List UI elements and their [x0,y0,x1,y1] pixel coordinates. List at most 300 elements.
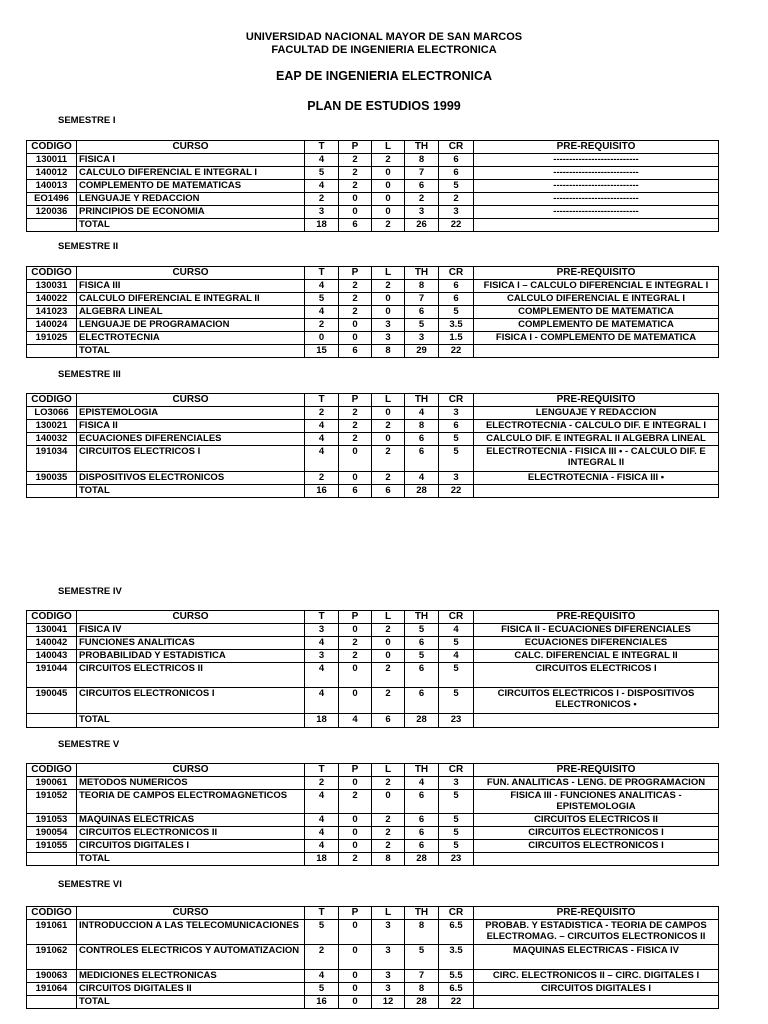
codigo-cell [27,345,77,358]
cr-cell: 2 [439,193,474,206]
curso-cell: ELECTROTECNIA [77,332,305,345]
codigo-cell: 191034 [27,446,77,472]
l-cell: 8 [372,345,405,358]
t-cell: 16 [305,485,339,498]
semester-table [26,763,719,866]
t-cell: 4 [305,637,339,650]
codigo-cell: 191064 [27,983,77,996]
prerequisito-cell: CIRCUITOS ELECTRICOS II [474,814,719,827]
cr-cell: 5 [439,688,474,714]
t-cell: 4 [305,790,339,814]
column-header: PRE-REQUISITO [474,907,719,920]
p-cell: 0 [339,996,372,1009]
table-row [27,650,719,663]
curso-cell: METODOS NUMERICOS [77,777,305,790]
column-header: CODIGO [27,611,77,624]
cr-cell: 22 [439,996,474,1009]
total-row [27,219,719,232]
cr-cell: 3.5 [439,319,474,332]
codigo-cell: 191061 [27,920,77,945]
prerequisito-cell: CALC. DIFERENCIAL E INTEGRAL II [474,650,719,663]
column-header: P [339,611,372,624]
column-header: TH [405,611,439,624]
codigo-cell: 191025 [27,332,77,345]
column-header: P [339,394,372,407]
t-cell: 5 [305,983,339,996]
table-header-row [27,141,719,154]
column-header: TH [405,764,439,777]
l-cell: 2 [372,280,405,293]
table-row [27,688,719,714]
p-cell: 0 [339,624,372,637]
th-cell: 5 [405,650,439,663]
prerequisito-cell [474,714,719,728]
l-cell: 0 [372,180,405,193]
l-cell: 0 [372,206,405,219]
column-header: P [339,764,372,777]
t-cell: 18 [305,714,339,728]
curso-cell: TOTAL [77,219,305,232]
table-row [27,193,719,206]
t-cell: 4 [305,663,339,688]
table-row [27,154,719,167]
table-row [27,167,719,180]
p-cell: 2 [339,280,372,293]
p-cell: 4 [339,714,372,728]
column-header: PRE-REQUISITO [474,764,719,777]
cr-cell: 6 [439,167,474,180]
prerequisito-cell: FISICA III - FUNCIONES ANALITICAS - EPISTEMOLOGIA [474,790,719,814]
th-cell: 4 [405,472,439,485]
university-name: UNIVERSIDAD NACIONAL MAYOR DE SAN MARCOS [245,31,523,43]
table-row [27,983,719,996]
column-header: TH [405,907,439,920]
table-row [27,472,719,485]
l-cell: 2 [372,420,405,433]
prerequisito-cell [474,219,719,232]
column-header: CR [439,394,474,407]
curso-cell: CALCULO DIFERENCIAL E INTEGRAL I [77,167,305,180]
total-row [27,345,719,358]
codigo-cell: 140012 [27,167,77,180]
cr-cell: 5 [439,306,474,319]
cr-cell: 6 [439,293,474,306]
prerequisito-cell: ELECTROTECNIA - FISICA III • - CALCULO DIF. E INTEGRAL II [474,446,719,472]
semester-table [26,610,719,728]
p-cell: 0 [339,688,372,714]
p-cell: 0 [339,472,372,485]
column-header: CURSO [77,764,305,777]
school-name: EAP DE INGENIERIA ELECTRONICA [276,69,492,83]
t-cell: 16 [305,996,339,1009]
cr-cell: 3 [439,472,474,485]
th-cell: 8 [405,983,439,996]
column-header: T [305,907,339,920]
total-row [27,853,719,866]
th-cell: 7 [405,293,439,306]
column-header: CODIGO [27,907,77,920]
semester-label: SEMESTRE V [58,739,120,750]
table-row [27,945,719,970]
cr-cell: 6.5 [439,920,474,945]
curso-cell: LENGUAJE Y REDACCION [77,193,305,206]
p-cell: 0 [339,777,372,790]
t-cell: 3 [305,624,339,637]
table-row [27,777,719,790]
curso-cell: ALGEBRA LINEAL [77,306,305,319]
table-row [27,280,719,293]
column-header: P [339,907,372,920]
p-cell: 2 [339,180,372,193]
codigo-cell [27,996,77,1009]
curso-cell: INTRODUCCION A LAS TELECOMUNICACIONES [77,920,305,945]
prerequisito-cell: LENGUAJE Y REDACCION [474,407,719,420]
p-cell: 0 [339,827,372,840]
prerequisito-cell: --------------------------- [474,154,719,167]
codigo-cell [27,714,77,728]
column-header: CR [439,611,474,624]
th-cell: 28 [405,485,439,498]
p-cell: 6 [339,219,372,232]
column-header: CR [439,907,474,920]
column-header: CURSO [77,907,305,920]
table-row [27,637,719,650]
semester-table [26,266,719,358]
th-cell: 8 [405,280,439,293]
t-cell: 4 [305,180,339,193]
prerequisito-cell: CIRC. ELECTRONICOS II – CIRC. DIGITALES I [474,970,719,983]
codigo-cell: 130031 [27,280,77,293]
l-cell: 0 [372,167,405,180]
t-cell: 2 [305,777,339,790]
prerequisito-cell: FISICA I – CALCULO DIFERENCIAL E INTEGRAL I [474,280,719,293]
codigo-cell: 140022 [27,293,77,306]
p-cell: 6 [339,345,372,358]
cr-cell: 1.5 [439,332,474,345]
curso-cell: CIRCUITOS ELECTRONICOS II [77,827,305,840]
curso-cell: CIRCUITOS ELECTRICOS II [77,663,305,688]
l-cell: 3 [372,319,405,332]
column-header: T [305,267,339,280]
total-row [27,996,719,1009]
column-header: CODIGO [27,267,77,280]
column-header: TH [405,394,439,407]
prerequisito-cell [474,853,719,866]
curso-cell: TOTAL [77,996,305,1009]
l-cell: 2 [372,154,405,167]
cr-cell: 22 [439,345,474,358]
l-cell: 2 [372,472,405,485]
l-cell: 3 [372,332,405,345]
prerequisito-cell: COMPLEMENTO DE MATEMATICA [474,319,719,332]
l-cell: 2 [372,777,405,790]
p-cell: 0 [339,814,372,827]
column-header: L [372,611,405,624]
curso-cell: CIRCUITOS DIGITALES I [77,840,305,853]
table-row [27,827,719,840]
cr-cell: 5 [439,180,474,193]
p-cell: 2 [339,167,372,180]
p-cell: 2 [339,790,372,814]
codigo-cell: 191062 [27,945,77,970]
column-header: TH [405,141,439,154]
table-header-row [27,764,719,777]
t-cell: 4 [305,840,339,853]
curso-cell: LENGUAJE DE PROGRAMACION [77,319,305,332]
l-cell: 0 [372,193,405,206]
codigo-cell: 140032 [27,433,77,446]
p-cell: 6 [339,485,372,498]
prerequisito-cell [474,996,719,1009]
th-cell: 29 [405,345,439,358]
column-header: P [339,267,372,280]
semester-label: SEMESTRE IV [58,586,122,597]
faculty-name: FACULTAD DE INGENIERIA ELECTRONICA [271,44,497,56]
column-header: CURSO [77,267,305,280]
semester-table [26,906,719,1009]
table-row [27,433,719,446]
table-row [27,840,719,853]
t-cell: 3 [305,650,339,663]
l-cell: 3 [372,983,405,996]
semester-table [26,140,719,232]
prerequisito-cell: ELECTROTECNIA - FISICA III • [474,472,719,485]
th-cell: 6 [405,637,439,650]
codigo-cell: 130041 [27,624,77,637]
p-cell: 0 [339,332,372,345]
prerequisito-cell: CALCULO DIFERENCIAL E INTEGRAL I [474,293,719,306]
total-row [27,485,719,498]
prerequisito-cell: --------------------------- [474,180,719,193]
column-header: PRE-REQUISITO [474,267,719,280]
cr-cell: 23 [439,853,474,866]
column-header: PRE-REQUISITO [474,394,719,407]
curso-cell: CONTROLES ELECTRICOS Y AUTOMATIZACION [77,945,305,970]
prerequisito-cell: --------------------------- [474,193,719,206]
column-header: CURSO [77,394,305,407]
cr-cell: 5 [439,433,474,446]
p-cell: 2 [339,650,372,663]
prerequisito-cell: CIRCUITOS ELECTRICOS I [474,663,719,688]
column-header: P [339,141,372,154]
curso-cell: FISICA I [77,154,305,167]
th-cell: 28 [405,853,439,866]
l-cell: 0 [372,407,405,420]
th-cell: 6 [405,433,439,446]
column-header: TH [405,267,439,280]
cr-cell: 6 [439,420,474,433]
th-cell: 4 [405,407,439,420]
th-cell: 2 [405,193,439,206]
t-cell: 5 [305,167,339,180]
prerequisito-cell: --------------------------- [474,206,719,219]
prerequisito-cell: ELECTROTECNIA - CALCULO DIF. E INTEGRAL I [474,420,719,433]
prerequisito-cell: FISICA II - ECUACIONES DIFERENCIALES [474,624,719,637]
column-header: CODIGO [27,394,77,407]
curso-cell: TEORIA DE CAMPOS ELECTROMAGNETICOS [77,790,305,814]
l-cell: 12 [372,996,405,1009]
codigo-cell: 190061 [27,777,77,790]
t-cell: 2 [305,193,339,206]
table-header-row [27,267,719,280]
th-cell: 7 [405,167,439,180]
p-cell: 0 [339,193,372,206]
cr-cell: 5 [439,814,474,827]
p-cell: 0 [339,446,372,472]
th-cell: 6 [405,446,439,472]
l-cell: 2 [372,624,405,637]
curso-cell: CIRCUITOS DIGITALES II [77,983,305,996]
th-cell: 8 [405,920,439,945]
t-cell: 18 [305,219,339,232]
prerequisito-cell: --------------------------- [474,167,719,180]
curso-cell: PRINCIPIOS DE ECONOMIA [77,206,305,219]
cr-cell: 23 [439,714,474,728]
l-cell: 0 [372,306,405,319]
codigo-cell: 191055 [27,840,77,853]
t-cell: 4 [305,154,339,167]
th-cell: 28 [405,996,439,1009]
t-cell: 3 [305,206,339,219]
t-cell: 0 [305,332,339,345]
curso-cell: DISPOSITIVOS ELECTRONICOS [77,472,305,485]
semester-label: SEMESTRE III [58,369,121,380]
l-cell: 8 [372,853,405,866]
codigo-cell: 190054 [27,827,77,840]
l-cell: 2 [372,446,405,472]
cr-cell: 4 [439,650,474,663]
column-header: CURSO [77,141,305,154]
t-cell: 4 [305,433,339,446]
curso-cell: MEDICIONES ELECTRONICAS [77,970,305,983]
curso-cell: CIRCUITOS ELECTRONICOS I [77,688,305,714]
th-cell: 8 [405,420,439,433]
codigo-cell: 140013 [27,180,77,193]
table-header-row [27,611,719,624]
cr-cell: 4 [439,624,474,637]
codigo-cell: 140024 [27,319,77,332]
p-cell: 2 [339,420,372,433]
t-cell: 5 [305,920,339,945]
p-cell: 2 [339,853,372,866]
prerequisito-cell: PROBAB. Y ESTADISTICA - TEORIA DE CAMPOS ELECTROMAG. – CIRCUITOS ELECTRONICOS II [474,920,719,945]
column-header: T [305,764,339,777]
codigo-cell [27,853,77,866]
cr-cell: 3 [439,777,474,790]
cr-cell: 6 [439,280,474,293]
th-cell: 6 [405,790,439,814]
codigo-cell: 141023 [27,306,77,319]
prerequisito-cell: CIRCUITOS ELECTRONICOS I [474,840,719,853]
plan-title: PLAN DE ESTUDIOS 1999 [307,99,461,113]
column-header: CODIGO [27,141,77,154]
prerequisito-cell [474,485,719,498]
t-cell: 2 [305,472,339,485]
p-cell: 0 [339,945,372,970]
codigo-cell: EO1496 [27,193,77,206]
th-cell: 6 [405,306,439,319]
cr-cell: 5 [439,827,474,840]
cr-cell: 22 [439,485,474,498]
l-cell: 6 [372,485,405,498]
codigo-cell: 130011 [27,154,77,167]
codigo-cell [27,219,77,232]
curso-cell: FISICA III [77,280,305,293]
table-row [27,180,719,193]
t-cell: 2 [305,407,339,420]
l-cell: 0 [372,790,405,814]
cr-cell: 5 [439,790,474,814]
column-header: CR [439,764,474,777]
l-cell: 3 [372,945,405,970]
prerequisito-cell: ECUACIONES DIFERENCIALES [474,637,719,650]
column-header: L [372,907,405,920]
t-cell: 2 [305,319,339,332]
th-cell: 6 [405,180,439,193]
prerequisito-cell: MAQUINAS ELECTRICAS - FISICA IV [474,945,719,970]
codigo-cell: 191052 [27,790,77,814]
prerequisito-cell [474,345,719,358]
cr-cell: 5 [439,840,474,853]
cr-cell: 6 [439,154,474,167]
column-header: PRE-REQUISITO [474,611,719,624]
curso-cell: EPISTEMOLOGIA [77,407,305,420]
table-row [27,970,719,983]
l-cell: 3 [372,920,405,945]
th-cell: 6 [405,814,439,827]
table-row [27,319,719,332]
l-cell: 0 [372,650,405,663]
p-cell: 2 [339,433,372,446]
th-cell: 6 [405,827,439,840]
table-row [27,624,719,637]
total-row [27,714,719,728]
p-cell: 2 [339,154,372,167]
prerequisito-cell: CALCULO DIF. E INTEGRAL II ALGEBRA LINEAL [474,433,719,446]
cr-cell: 5.5 [439,970,474,983]
t-cell: 4 [305,420,339,433]
t-cell: 4 [305,827,339,840]
t-cell: 15 [305,345,339,358]
l-cell: 2 [372,814,405,827]
column-header: CURSO [77,611,305,624]
prerequisito-cell: FISICA I - COMPLEMENTO DE MATEMATICA [474,332,719,345]
table-row [27,407,719,420]
l-cell: 3 [372,970,405,983]
th-cell: 4 [405,777,439,790]
t-cell: 5 [305,293,339,306]
table-header-row [27,394,719,407]
prerequisito-cell: CIRCUITOS ELECTRICOS I - DISPOSITIVOS ELECTRONICOS • [474,688,719,714]
column-header: T [305,611,339,624]
t-cell: 4 [305,688,339,714]
cr-cell: 3 [439,206,474,219]
p-cell: 2 [339,306,372,319]
codigo-cell: 190063 [27,970,77,983]
codigo-cell: LO3066 [27,407,77,420]
l-cell: 2 [372,840,405,853]
semester-label: SEMESTRE II [58,241,119,252]
curso-cell: PROBABILIDAD Y ESTADISTICA [77,650,305,663]
curso-cell: FISICA IV [77,624,305,637]
table-row [27,293,719,306]
curso-cell: CALCULO DIFERENCIAL E INTEGRAL II [77,293,305,306]
th-cell: 26 [405,219,439,232]
column-header: T [305,141,339,154]
table-row [27,420,719,433]
th-cell: 8 [405,154,439,167]
t-cell: 4 [305,306,339,319]
